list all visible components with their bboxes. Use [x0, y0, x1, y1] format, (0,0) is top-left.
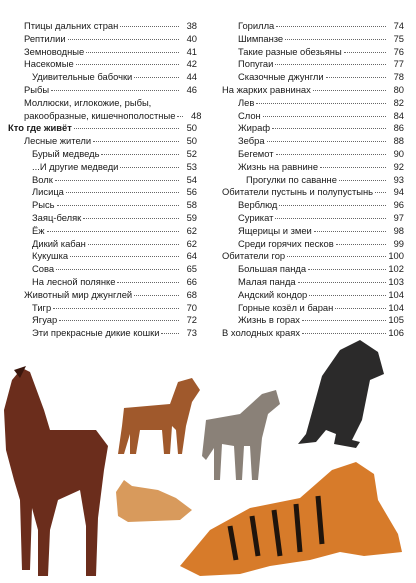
toc-entry [8, 84, 197, 97]
toc-entry [222, 263, 404, 276]
toc-entry-title: Обитатели пустынь и полупустынь [222, 186, 374, 198]
toc-page-number: 44 [186, 71, 197, 83]
toc-entry [8, 20, 197, 33]
toc-page-number: 50 [186, 122, 197, 134]
toc-entry [8, 225, 197, 238]
toc-entry-title: Шимпанзе [238, 32, 284, 44]
toc-page-number: 98 [393, 224, 404, 236]
toc-page-number: 70 [186, 301, 197, 313]
toc-page-number: 46 [186, 83, 197, 95]
toc-leader-dots [320, 167, 386, 168]
toc-entry-title: Лев [238, 96, 255, 108]
toc-page-number: 56 [186, 186, 197, 198]
toc-leader-dots [285, 39, 386, 40]
toc-leader-dots [134, 77, 179, 78]
toc-entry-title: Малая панда [238, 275, 296, 287]
toc-entry-title: На лесной полянке [32, 275, 116, 287]
toc-entry-title: Кукушка [32, 250, 69, 262]
toc-entry [8, 122, 197, 135]
toc-right-column [222, 20, 404, 340]
toc-entry [8, 148, 197, 161]
toc-leader-dots [59, 320, 179, 321]
toc-leader-dots [326, 77, 386, 78]
toc-entry [8, 302, 197, 315]
toc-leader-dots [70, 256, 179, 257]
toc-entry-title: На жарких равнинах [222, 83, 311, 95]
toc-page-number: 77 [393, 58, 404, 70]
toc-entry-title: Такие разные обезьяны [238, 45, 342, 57]
toc-leader-dots [56, 269, 179, 270]
toc-entry-title: Моллюски, иглокожие, рыбы, [24, 96, 152, 108]
toc-page-number: 102 [388, 263, 404, 275]
toc-entry [8, 135, 197, 148]
toc-leader-dots [55, 180, 179, 181]
toc-leader-dots [51, 90, 179, 91]
toc-entry [8, 161, 197, 174]
toc-entry [222, 276, 404, 289]
toc-page-number: 104 [388, 288, 404, 300]
toc-leader-dots [120, 26, 179, 27]
toc-leader-dots [83, 218, 179, 219]
toc-page-number: 90 [393, 147, 404, 159]
toc-entry [222, 135, 404, 148]
toc-page-number: 52 [186, 147, 197, 159]
toc-entry-title: Среди горячих песков [238, 237, 334, 249]
toc-entry-title: Жираф [238, 122, 271, 134]
toc-entry-title: Ящерицы и змеи [238, 224, 312, 236]
toc-entry-title: Лисица [32, 186, 64, 198]
toc-leader-dots [47, 231, 179, 232]
toc-leader-dots [344, 52, 386, 53]
toc-leader-dots [120, 167, 179, 168]
horse-image [4, 366, 108, 576]
toc-page-number: 80 [393, 83, 404, 95]
toc-page-number: 53 [186, 160, 197, 172]
toc-entry [8, 263, 197, 276]
toc-entry-title: Ягуар [32, 314, 58, 326]
toc-page-number: 73 [186, 327, 197, 339]
toc-page-number: 50 [186, 135, 197, 147]
tiger-image [180, 462, 402, 576]
dinosaur-image [298, 340, 384, 448]
toc-entry-title: Животный мир джунглей [24, 288, 133, 300]
toc-page-number: 74 [393, 20, 404, 31]
toc-left-column [8, 20, 202, 340]
toc-entry-title: Волк [32, 173, 53, 185]
toc-entry [222, 58, 404, 71]
cat-image [116, 480, 192, 522]
toc-leader-dots [88, 244, 179, 245]
toc-entry-title: Кто где живёт [8, 122, 72, 134]
toc-leader-dots [279, 205, 386, 206]
toc-page-number: 106 [388, 327, 404, 339]
toc-page-number: 82 [393, 96, 404, 108]
toc-page-number: 76 [393, 45, 404, 57]
toc-entry [222, 238, 404, 251]
toc-entry-title: Заяц-беляк [32, 211, 82, 223]
toc-page-number: 54 [186, 173, 197, 185]
toc-page-number: 48 [190, 109, 202, 121]
toc-page-number: 92 [393, 160, 404, 172]
toc-entry-title: Бегемот [238, 147, 274, 159]
toc-entry [8, 33, 197, 46]
toc-entry-title: Насекомые [24, 58, 74, 70]
toc-entry [222, 174, 404, 187]
toc-entry [222, 199, 404, 212]
toc-entry [8, 46, 197, 59]
toc-entry-title: В холодных краях [222, 327, 301, 339]
toc-entry [8, 71, 197, 84]
toc-page-number: 72 [186, 314, 197, 326]
toc-entry [222, 122, 404, 135]
toc-entry [8, 212, 197, 225]
toc-entry [8, 186, 197, 199]
toc-page-number: 93 [393, 173, 404, 185]
toc-entry [8, 109, 202, 123]
toc-entry [8, 250, 197, 263]
toc-page-number: 75 [393, 32, 404, 44]
toc-entry [8, 238, 197, 251]
toc-entry [222, 71, 404, 84]
toc-page-number: 96 [393, 199, 404, 211]
toc-entry [222, 314, 404, 327]
toc-leader-dots [263, 116, 386, 117]
toc-leader-dots [256, 103, 386, 104]
toc-leader-dots [53, 308, 179, 309]
toc-page-number: 42 [186, 58, 197, 70]
toc-leader-dots [74, 128, 179, 129]
toc-entry-title: Зебра [238, 135, 265, 147]
toc-leader-dots [314, 231, 386, 232]
toc-entry-title: Тигр [32, 301, 52, 313]
animals-illustration [0, 330, 416, 583]
dog-image [118, 378, 200, 454]
toc-leader-dots [298, 282, 386, 283]
toc-entry [222, 225, 404, 238]
toc-page-number: 84 [393, 109, 404, 121]
toc-entry-title: Земноводные [24, 45, 85, 57]
toc-page-number: 65 [186, 263, 197, 275]
toc-entry [222, 212, 404, 225]
toc-page-number: 59 [186, 211, 197, 223]
toc-entry [8, 58, 197, 71]
toc-leader-dots [272, 128, 386, 129]
toc-entry-title: Дикий кабан [32, 237, 86, 249]
toc-page-number: 78 [393, 71, 404, 83]
toc-entry-title: Ёж [32, 224, 45, 236]
toc-page-number: 40 [186, 32, 197, 44]
toc-entry [222, 250, 404, 263]
toc-entry [8, 314, 197, 327]
toc-page-number: 88 [393, 135, 404, 147]
toc-leader-dots [93, 141, 179, 142]
toc-leader-dots [117, 282, 179, 283]
toc-entry [222, 302, 404, 315]
toc-entry [222, 148, 404, 161]
toc-page-number: 62 [186, 237, 197, 249]
toc-entry-title: Рептилии [24, 32, 66, 44]
toc-page-number: 41 [186, 45, 197, 57]
toc-page-number: 86 [393, 122, 404, 134]
toc-page-number: 100 [388, 250, 404, 262]
toc-leader-dots [275, 218, 386, 219]
toc-leader-dots [336, 244, 386, 245]
toc-entry-title: Эти прекрасные дикие кошки [32, 327, 160, 339]
toc-entry-title: Слон [238, 109, 261, 121]
toc-page-number: 62 [186, 224, 197, 236]
toc-leader-dots [57, 205, 179, 206]
toc-entry [222, 186, 404, 199]
toc-entry-title: Лесные жители [24, 135, 92, 147]
toc-leader-dots [86, 52, 179, 53]
toc-entry-title: Сказочные джунгли [238, 71, 324, 83]
toc-leader-dots [275, 64, 386, 65]
toc-page-number: 94 [393, 186, 404, 198]
toc-entry-title: Рыбы [24, 83, 50, 95]
toc-leader-dots [101, 154, 179, 155]
toc-page-number: 99 [393, 237, 404, 249]
toc-entry [222, 46, 404, 59]
toc-entry-title: Попугаи [238, 58, 274, 70]
toc-entry [222, 110, 404, 123]
toc-entry-title: Прогулки по саванне [246, 173, 337, 185]
toc-entry-title: Большая панда [238, 263, 307, 275]
toc-leader-dots [287, 256, 386, 257]
toc-leader-dots [339, 180, 386, 181]
toc-entry [222, 161, 404, 174]
toc-entry [222, 97, 404, 110]
toc-page-number: 105 [388, 314, 404, 326]
toc-leader-dots [66, 192, 179, 193]
toc-entry [222, 33, 404, 46]
toc-leader-dots [267, 141, 386, 142]
toc-leader-dots [134, 295, 179, 296]
toc-page-number: 68 [186, 288, 197, 300]
toc-leader-dots [313, 90, 386, 91]
toc-entry [222, 84, 404, 97]
toc-entry-title: Верблюд [238, 199, 278, 211]
toc-page-number: 66 [186, 275, 197, 287]
toc-entry-title: Сова [32, 263, 55, 275]
toc-page-number: 103 [388, 275, 404, 287]
toc-leader-dots [276, 26, 386, 27]
toc-entry-title: Андский кондор [238, 288, 308, 300]
toc-entry-title: Горные козёл и баран [238, 301, 334, 313]
toc-leader-dots [302, 320, 386, 321]
toc-entry [222, 289, 404, 302]
wolf-image [202, 390, 280, 480]
toc-leader-dots [335, 308, 386, 309]
toc-entry-title: Жизнь на равнине [238, 160, 319, 172]
toc-entry [8, 276, 197, 289]
toc-leader-dots [276, 154, 386, 155]
toc-page-number: 58 [186, 199, 197, 211]
toc-entry-title: Рысь [32, 199, 55, 211]
toc-page-number: 64 [186, 250, 197, 262]
toc-entry [8, 199, 197, 212]
toc-leader-dots [177, 116, 183, 117]
toc-entry-title: Обитатели гор [222, 250, 286, 262]
toc-leader-dots [76, 64, 179, 65]
toc-entry-title: ракообразные, кишечнополостные [24, 109, 176, 121]
toc-page-number: 104 [388, 301, 404, 313]
toc-page-number: 38 [186, 20, 197, 31]
toc-entry-title: Сурикат [238, 211, 274, 223]
toc-leader-dots [375, 192, 386, 193]
toc-entry [222, 20, 404, 33]
toc-entry [8, 174, 197, 187]
toc-entry-title: Жизнь в горах [238, 314, 300, 326]
toc-entry-title: ...И другие медведи [32, 160, 119, 172]
toc-entry [8, 97, 197, 110]
toc-leader-dots [68, 39, 179, 40]
toc-page-number: 97 [393, 211, 404, 223]
toc-leader-dots [308, 269, 386, 270]
toc-entry [8, 289, 197, 302]
toc-entry-title: Удивительные бабочки [32, 71, 133, 83]
toc-entry-title: Птицы дальних стран [24, 20, 119, 31]
toc-entry-title: Бурый медведь [32, 147, 100, 159]
toc-entry-title: Горилла [238, 20, 275, 31]
toc-leader-dots [309, 295, 386, 296]
